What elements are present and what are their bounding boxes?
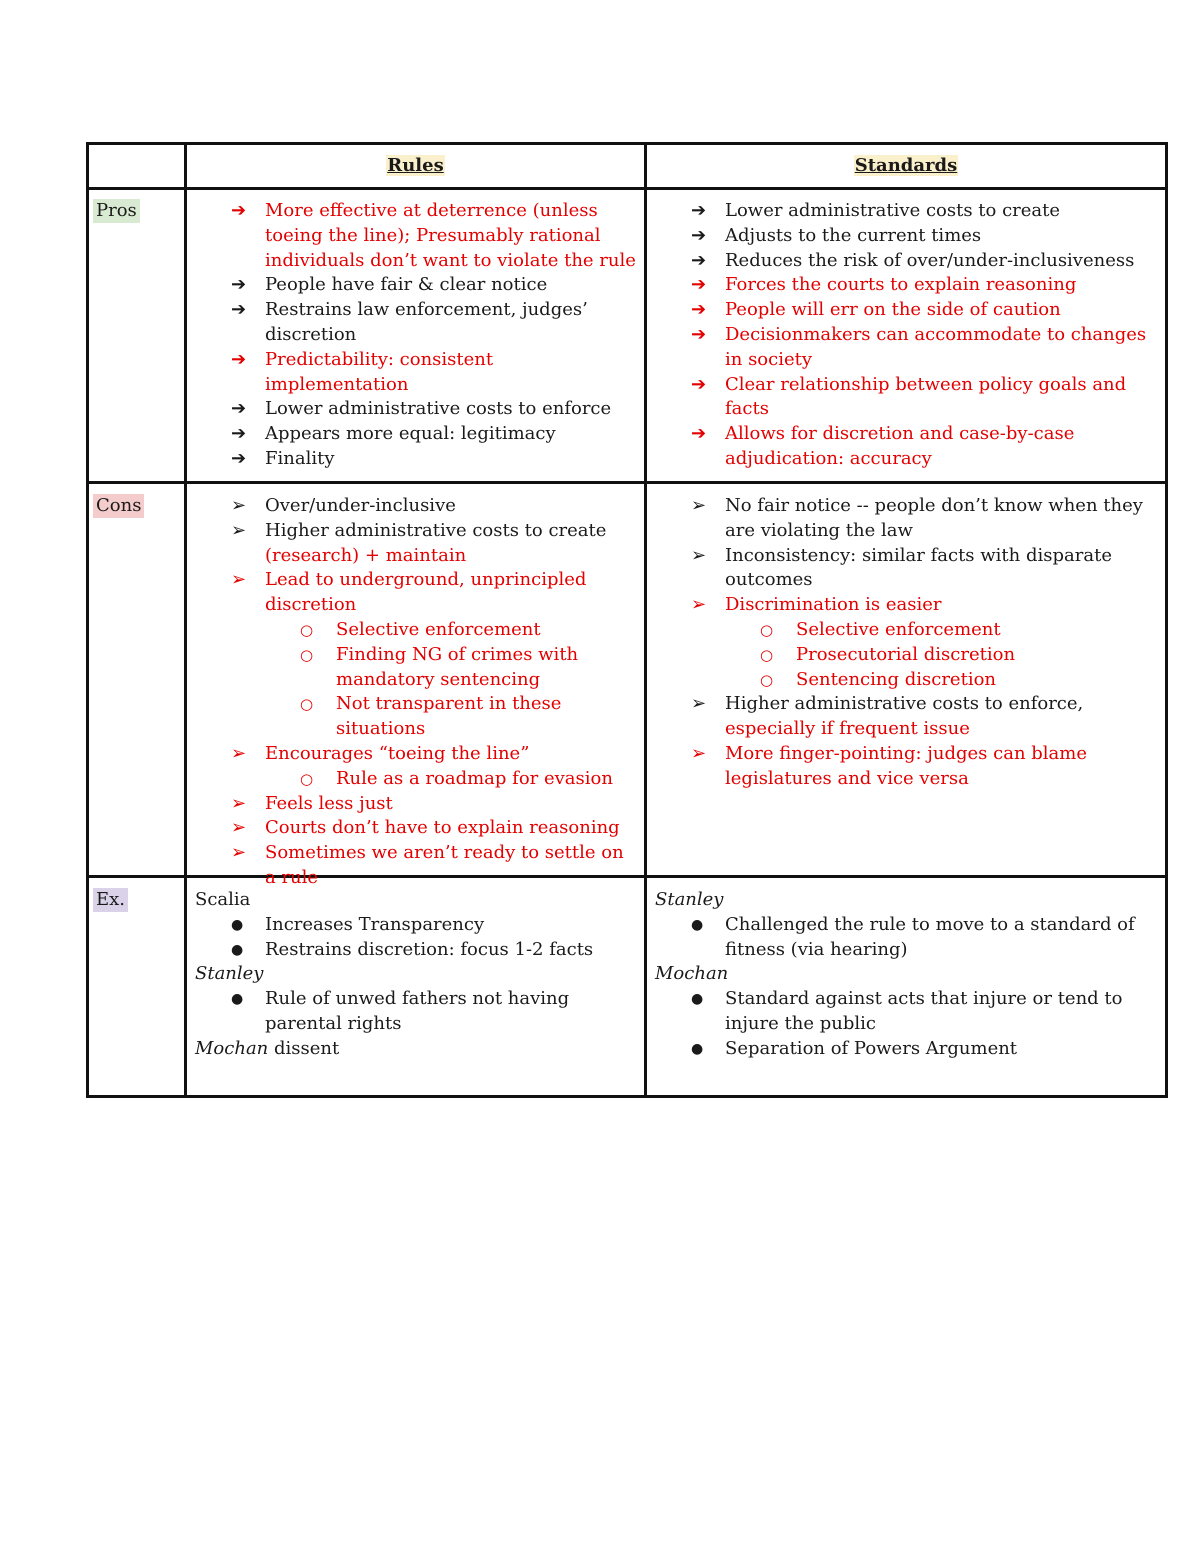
- arrowhead-icon: ➢: [231, 817, 247, 839]
- list-item: ➢ Higher administrative costs to enforce, especially if frequent issue: [691, 693, 1084, 740]
- arrow-icon: ➔: [231, 200, 247, 221]
- comparison-table: [86, 142, 1168, 1098]
- arrow-icon: ➔: [691, 200, 707, 221]
- list-item: ➔ Forces the courts to explain reasoning: [655, 273, 1157, 298]
- arrowhead-icon: ➢: [691, 693, 707, 715]
- list-item: ➢ Sometimes we aren’t ready to settle on a rule: [231, 842, 624, 888]
- circle-icon: ○: [760, 670, 774, 689]
- list-item: ➢ Feels less just: [195, 792, 637, 817]
- arrowhead-icon: ➢: [231, 792, 247, 814]
- arrowhead-icon: ➢: [691, 594, 707, 616]
- row-label-ex: Ex.: [93, 888, 128, 913]
- list-item: ➔ Predictability: consistent implementation: [231, 348, 494, 395]
- arrowhead-icon: ➢: [691, 544, 707, 566]
- list-item: ➔ Clear relationship between policy goals and facts: [691, 373, 1127, 420]
- arrowhead-icon: ➢: [231, 569, 247, 591]
- list-item: ➢ More finger-pointing: judges can blame legislatures and vice versa: [691, 742, 1087, 789]
- header-standards-label: Standards: [854, 155, 958, 176]
- list-item: ○ Finding NG of crimes with mandatory sentencing: [300, 643, 579, 690]
- case-name: Mochan: [655, 963, 729, 985]
- list-item: ➔ More effective at deterrence (unless toeing the line); Presumably rational individuals don’t want to violate the rule: [231, 200, 636, 271]
- bullet-icon: ●: [691, 991, 704, 1008]
- table-border-top: [86, 142, 1168, 145]
- list-item: ➔ Lower administrative costs to create: [655, 199, 1157, 224]
- circle-icon: ○: [300, 695, 314, 714]
- arrow-icon: ➔: [691, 323, 707, 345]
- ex-standards-cell: [655, 888, 1157, 1062]
- list-item: ➢ Over/under-inclusive: [195, 494, 637, 519]
- arrow-icon: ➔: [231, 299, 247, 321]
- arrow-icon: ➔: [231, 274, 247, 296]
- arrow-icon: ➔: [691, 299, 707, 321]
- list-item: ➔ Finality: [195, 447, 637, 472]
- arrowhead-icon: ➢: [231, 519, 247, 541]
- case-name: Stanley: [195, 963, 264, 985]
- list-item: ● Rule of unwed fathers not having parental rights: [231, 988, 570, 1034]
- header-rules: [187, 154, 644, 179]
- arrowhead-icon: ➢: [691, 495, 707, 516]
- list-item: ○ Selective enforcement: [655, 618, 1157, 643]
- list-item: ➔ Reduces the risk of over/under-inclusiveness: [655, 249, 1157, 274]
- arrow-icon: ➔: [691, 274, 707, 296]
- list-item: ➔ People will err on the side of caution: [655, 298, 1157, 323]
- cons-standards-cell: [655, 494, 1157, 792]
- list-item: ○ Rule as a roadmap for evasion: [195, 767, 637, 792]
- list-item: ○ Prosecutorial discretion: [655, 643, 1157, 668]
- circle-icon: ○: [760, 645, 774, 664]
- list-item: ○ Sentencing discretion: [655, 668, 1157, 693]
- list-item: ➔ Appears more equal: legitimacy: [195, 422, 637, 447]
- table-divider-col1: [184, 142, 187, 1098]
- cons-rules-cell: [195, 494, 637, 891]
- table-border-right: [1165, 142, 1168, 1098]
- list-item: ○ Selective enforcement: [195, 618, 637, 643]
- pros-standards-cell: [655, 199, 1157, 472]
- circle-icon: ○: [300, 769, 314, 788]
- case-name: Scalia: [195, 889, 251, 910]
- list-item: ➢ No fair notice -- people don’t know when they are violating the law: [691, 495, 1143, 541]
- list-item: ➔ Adjusts to the current times: [655, 224, 1157, 249]
- circle-icon: ○: [300, 645, 314, 664]
- bullet-icon: ●: [691, 1040, 704, 1057]
- header-rules-label: Rules: [387, 155, 444, 176]
- list-item: ○ Not transparent in these situations: [300, 693, 562, 740]
- list-item: ➢ Lead to underground, unprincipled discretion ○ Selective enforcement ○ Finding NG of crimes with mandatory sentencing ○ Not transparent in these situations: [195, 568, 637, 742]
- arrow-icon: ➔: [691, 249, 707, 271]
- arrow-icon: ➔: [231, 447, 247, 469]
- list-item: ➢ Discrimination is easier ○ Selective enforcement ○ Prosecutorial discretion ○ Sentencing discretion: [655, 593, 1157, 692]
- list-item: ➢ Encourages “toeing the line” ○ Rule as a roadmap for evasion: [195, 742, 637, 792]
- case-note: Mochan dissent: [195, 1037, 340, 1059]
- arrow-icon: ➔: [691, 423, 707, 445]
- row-label-cons: Cons: [93, 494, 144, 519]
- list-item: ➢ Higher administrative costs to create (research) + maintain: [231, 519, 607, 566]
- list-item: ● Increases Transparency: [195, 913, 637, 938]
- case-name: Stanley: [655, 889, 724, 910]
- list-item: ● Standard against acts that injure or tend to injure the public: [691, 988, 1123, 1034]
- arrowhead-icon: ➢: [231, 842, 247, 864]
- list-item: ● Challenged the rule to move to a standard of fitness (via hearing): [691, 913, 1135, 960]
- table-divider-header: [86, 187, 1168, 190]
- list-item: ● Restrains discretion: focus 1-2 facts: [195, 938, 637, 963]
- table-border-left: [86, 142, 89, 1098]
- arrow-icon: ➔: [231, 348, 247, 370]
- ex-rules-cell: [195, 888, 637, 1062]
- pros-rules-cell: [195, 199, 637, 472]
- arrow-icon: ➔: [231, 398, 247, 420]
- arrowhead-icon: ➢: [231, 742, 247, 764]
- arrow-icon: ➔: [691, 373, 707, 395]
- circle-icon: ○: [760, 620, 774, 639]
- list-item: ➔ Decisionmakers can accommodate to changes in society: [691, 323, 1147, 370]
- table-divider-pros: [86, 481, 1168, 484]
- list-item: ➢ Courts don’t have to explain reasoning: [195, 816, 637, 841]
- row-label-pros: Pros: [93, 199, 140, 224]
- arrow-icon: ➔: [231, 423, 247, 445]
- bullet-icon: ●: [691, 916, 704, 933]
- table-divider-col2: [644, 142, 647, 1098]
- bullet-icon: ●: [231, 941, 244, 958]
- arrowhead-icon: ➢: [231, 495, 247, 516]
- bullet-icon: ●: [231, 916, 244, 933]
- arrow-icon: ➔: [691, 224, 707, 246]
- header-standards: [647, 154, 1165, 179]
- bullet-icon: ●: [231, 991, 244, 1008]
- list-item: ➔ Restrains law enforcement, judges’ discretion: [231, 299, 588, 345]
- list-item: ● Separation of Powers Argument: [655, 1037, 1157, 1062]
- arrowhead-icon: ➢: [691, 742, 707, 764]
- list-item: ➔ Lower administrative costs to enforce: [195, 397, 637, 422]
- table-border-bottom: [86, 1095, 1168, 1098]
- list-item: ➔ Allows for discretion and case-by-case adjudication: accuracy: [691, 423, 1075, 469]
- circle-icon: ○: [300, 620, 314, 639]
- list-item: ➔ People have fair & clear notice: [195, 273, 637, 298]
- list-item: ➢ Inconsistency: similar facts with disparate outcomes: [691, 544, 1112, 591]
